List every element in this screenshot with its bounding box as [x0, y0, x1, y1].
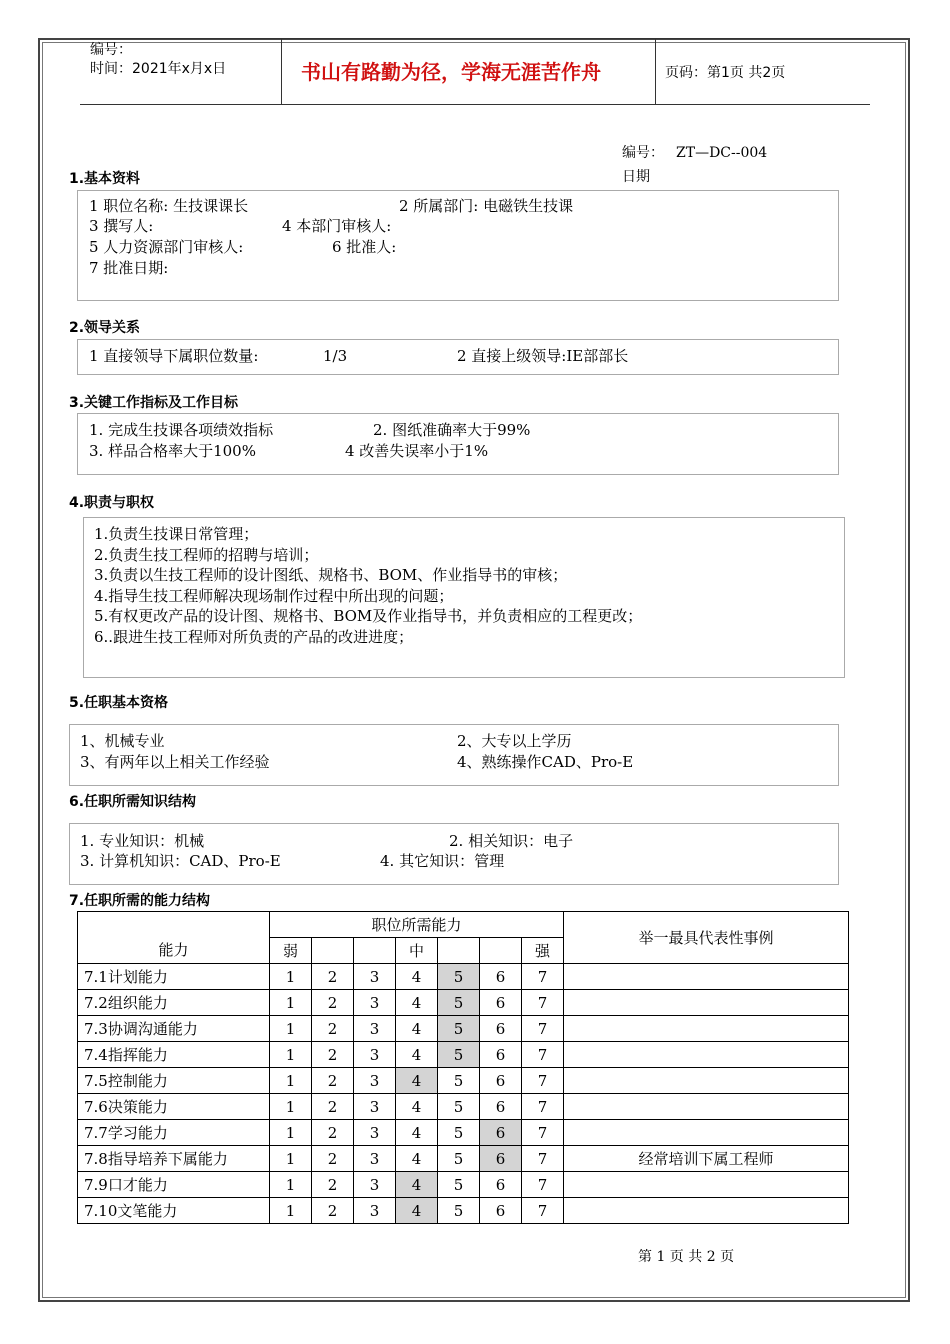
ability-level-cell: 1	[270, 1016, 312, 1042]
position-name: 1 职位名称: 生技课课长	[89, 197, 249, 215]
ability-level-cell: 3	[354, 1042, 396, 1068]
ability-level-cell: 7	[522, 1198, 564, 1224]
duty-item: 2.负责生技工程师的招聘与培训；	[94, 546, 319, 564]
header-divider-right	[655, 38, 656, 104]
knowledge-item: 3. 计算机知识：CAD、Pro-E	[80, 852, 281, 870]
kpi-item: 2. 图纸准确率大于99%	[373, 421, 531, 439]
ability-level-cell: 7	[522, 1094, 564, 1120]
section-5-title: 5.任职基本资格	[69, 695, 169, 711]
ability-level-cell: 3	[354, 1120, 396, 1146]
required-ability-header: 职位所需能力	[270, 912, 564, 938]
ability-name: 7.2组织能力	[78, 990, 270, 1016]
subordinates-value: 1/3	[323, 347, 348, 365]
subordinates-label: 1 直接领导下属职位数量:	[89, 347, 259, 365]
doc-code-value: ZT—DC--004	[676, 145, 768, 161]
dept-reviewer: 4 本部门审核人:	[282, 217, 392, 235]
ability-header: 能力	[78, 912, 270, 964]
kpi-item: 1. 完成生技课各项绩效指标	[89, 421, 274, 439]
ability-level-cell: 7	[522, 990, 564, 1016]
level-blank	[480, 938, 522, 964]
ability-example	[564, 1016, 849, 1042]
ability-level-cell: 1	[270, 1172, 312, 1198]
ability-level-cell: 2	[312, 1172, 354, 1198]
footer-page-number: 第 1 页 共 2 页	[638, 1249, 735, 1265]
ability-level-cell: 3	[354, 1198, 396, 1224]
duty-item: 1.负责生技课日常管理；	[94, 525, 259, 543]
ability-level-cell: 5	[438, 1172, 480, 1198]
duty-item: 6..跟进生技工程师对所负责的产品的改进进度；	[94, 628, 414, 646]
ability-level-cell: 2	[312, 1068, 354, 1094]
ability-example	[564, 964, 849, 990]
ability-level-cell: 6	[480, 990, 522, 1016]
level-blank	[354, 938, 396, 964]
ability-row	[78, 1042, 849, 1068]
ability-name: 7.6决策能力	[78, 1094, 270, 1120]
knowledge-item: 1. 专业知识：机械	[80, 832, 205, 850]
section-2-title: 2.领导关系	[69, 320, 141, 336]
ability-level-cell: 5	[438, 1042, 480, 1068]
ability-row	[78, 1120, 849, 1146]
example-header: 举一最具代表性事例	[564, 912, 849, 964]
ability-example	[564, 1042, 849, 1068]
ability-level-cell: 6	[480, 1198, 522, 1224]
ability-name: 7.9口才能力	[78, 1172, 270, 1198]
qualification-item: 2、大专以上学历	[457, 732, 572, 750]
ability-level-cell: 3	[354, 1146, 396, 1172]
duty-item: 3.负责以生技工程师的设计图纸、规格书、BOM、作业指导书的审核；	[94, 566, 568, 584]
ability-level-cell: 2	[312, 1094, 354, 1120]
duty-item: 5.有权更改产品的设计图、规格书、BOM及作业指导书，并负责相应的工程更改；	[94, 607, 643, 625]
ability-level-cell: 3	[354, 964, 396, 990]
section-1-title: 1.基本资料	[69, 171, 141, 187]
doc-date-label: 日期	[622, 169, 650, 185]
ability-level-cell: 2	[312, 1146, 354, 1172]
ability-row	[78, 1172, 849, 1198]
ability-row	[78, 1068, 849, 1094]
ability-name: 7.1计划能力	[78, 964, 270, 990]
ability-level-cell: 2	[312, 1042, 354, 1068]
ability-level-cell: 6	[480, 1016, 522, 1042]
writer: 3 撰写人:	[89, 217, 154, 235]
ability-level-cell: 1	[270, 1094, 312, 1120]
ability-name: 7.10文笔能力	[78, 1198, 270, 1224]
ability-example	[564, 1068, 849, 1094]
ability-level-cell: 6	[480, 1042, 522, 1068]
ability-level-cell: 7	[522, 964, 564, 990]
ability-name: 7.7学习能力	[78, 1120, 270, 1146]
ability-level-cell: 5	[438, 1094, 480, 1120]
header-motto: 书山有路勤为径，学海无涯苦作舟	[301, 60, 601, 84]
ability-level-cell: 6	[480, 1172, 522, 1198]
section-3-title: 3.关键工作指标及工作目标	[69, 395, 239, 411]
ability-level-cell: 1	[270, 1146, 312, 1172]
ability-row	[78, 1016, 849, 1042]
ability-level-cell: 2	[312, 1016, 354, 1042]
qualification-item: 3、有两年以上相关工作经验	[80, 753, 270, 771]
ability-level-cell: 4	[396, 1198, 438, 1224]
ability-level-cell: 4	[396, 1068, 438, 1094]
ability-table	[77, 911, 849, 1224]
ability-level-cell: 1	[270, 1120, 312, 1146]
level-mid-label: 中	[396, 938, 438, 964]
ability-level-cell: 2	[312, 1120, 354, 1146]
department: 2 所属部门: 电磁铁生技课	[399, 197, 574, 215]
ability-level-cell: 5	[438, 964, 480, 990]
ability-level-cell: 6	[480, 1146, 522, 1172]
level-blank	[312, 938, 354, 964]
ability-level-cell: 7	[522, 1146, 564, 1172]
ability-level-cell: 2	[312, 990, 354, 1016]
ability-example	[564, 1172, 849, 1198]
ability-level-cell: 2	[312, 1198, 354, 1224]
ability-level-cell: 4	[396, 964, 438, 990]
ability-level-cell: 7	[522, 1016, 564, 1042]
knowledge-item: 2. 相关知识：电子	[449, 832, 574, 850]
ability-example	[564, 1094, 849, 1120]
ability-level-cell: 3	[354, 1094, 396, 1120]
doc-code-label: 编号：	[622, 145, 664, 161]
ability-name: 7.3协调沟通能力	[78, 1016, 270, 1042]
section-4-title: 4.职责与职权	[69, 495, 155, 511]
ability-name: 7.4指挥能力	[78, 1042, 270, 1068]
ability-level-cell: 4	[396, 1094, 438, 1120]
header-top-rule	[80, 38, 870, 39]
ability-level-cell: 4	[396, 1016, 438, 1042]
ability-level-cell: 1	[270, 1042, 312, 1068]
ability-level-cell: 7	[522, 1068, 564, 1094]
level-weak-label: 弱	[270, 938, 312, 964]
ability-level-cell: 5	[438, 1146, 480, 1172]
ability-level-cell: 3	[354, 1016, 396, 1042]
ability-level-cell: 1	[270, 964, 312, 990]
ability-level-cell: 1	[270, 1198, 312, 1224]
knowledge-item: 4. 其它知识：管理	[380, 852, 505, 870]
ability-example	[564, 990, 849, 1016]
approver: 6 批准人:	[332, 238, 397, 256]
header-bottom-rule	[80, 104, 870, 105]
section-6-title: 6.任职所需知识结构	[69, 794, 197, 810]
ability-level-cell: 5	[438, 1068, 480, 1094]
kpi-item: 3. 样品合格率大于100%	[89, 442, 256, 460]
direct-superior: 2 直接上级领导:IE部部长	[457, 347, 629, 365]
ability-level-cell: 4	[396, 1120, 438, 1146]
kpi-item: 4 改善失误率小于1%	[345, 442, 489, 460]
ability-row	[78, 964, 849, 990]
level-strong-label: 强	[522, 938, 564, 964]
ability-level-cell: 6	[480, 964, 522, 990]
ability-name: 7.8指导培养下属能力	[78, 1146, 270, 1172]
ability-level-cell: 4	[396, 990, 438, 1016]
ability-level-cell: 6	[480, 1094, 522, 1120]
level-blank	[438, 938, 480, 964]
header-time: 时间：2021年x月x日	[90, 61, 227, 77]
hr-reviewer: 5 人力资源部门审核人:	[89, 238, 244, 256]
ability-level-cell: 3	[354, 990, 396, 1016]
ability-row	[78, 990, 849, 1016]
ability-example	[564, 1198, 849, 1224]
ability-level-cell: 7	[522, 1120, 564, 1146]
qualification-item: 4、熟练操作CAD、Pro-E	[457, 753, 634, 771]
ability-example	[564, 1120, 849, 1146]
approve-date: 7 批准日期:	[89, 259, 169, 277]
ability-level-cell: 1	[270, 1068, 312, 1094]
ability-level-cell: 6	[480, 1120, 522, 1146]
ability-level-cell: 4	[396, 1146, 438, 1172]
ability-level-cell: 5	[438, 1016, 480, 1042]
section-7-title: 7.任职所需的能力结构	[69, 893, 211, 909]
header-number-label: 编号：	[90, 42, 132, 58]
ability-level-cell: 5	[438, 990, 480, 1016]
ability-level-cell: 4	[396, 1172, 438, 1198]
ability-level-cell: 2	[312, 964, 354, 990]
ability-level-cell: 5	[438, 1198, 480, 1224]
qualification-item: 1、机械专业	[80, 732, 165, 750]
header-divider-left	[281, 38, 282, 104]
ability-level-cell: 5	[438, 1120, 480, 1146]
ability-row	[78, 1146, 849, 1172]
duty-item: 4.指导生技工程师解决现场制作过程中所出现的问题；	[94, 587, 454, 605]
ability-level-cell: 6	[480, 1068, 522, 1094]
ability-level-cell: 4	[396, 1042, 438, 1068]
header-page-label: 页码：第1页 共2页	[665, 65, 786, 81]
ability-level-cell: 3	[354, 1172, 396, 1198]
ability-level-cell: 3	[354, 1068, 396, 1094]
ability-name: 7.5控制能力	[78, 1068, 270, 1094]
ability-level-cell: 7	[522, 1042, 564, 1068]
ability-row	[78, 1198, 849, 1224]
ability-level-cell: 1	[270, 990, 312, 1016]
ability-level-cell: 7	[522, 1172, 564, 1198]
ability-row	[78, 1094, 849, 1120]
ability-example: 经常培训下属工程师	[564, 1146, 849, 1172]
